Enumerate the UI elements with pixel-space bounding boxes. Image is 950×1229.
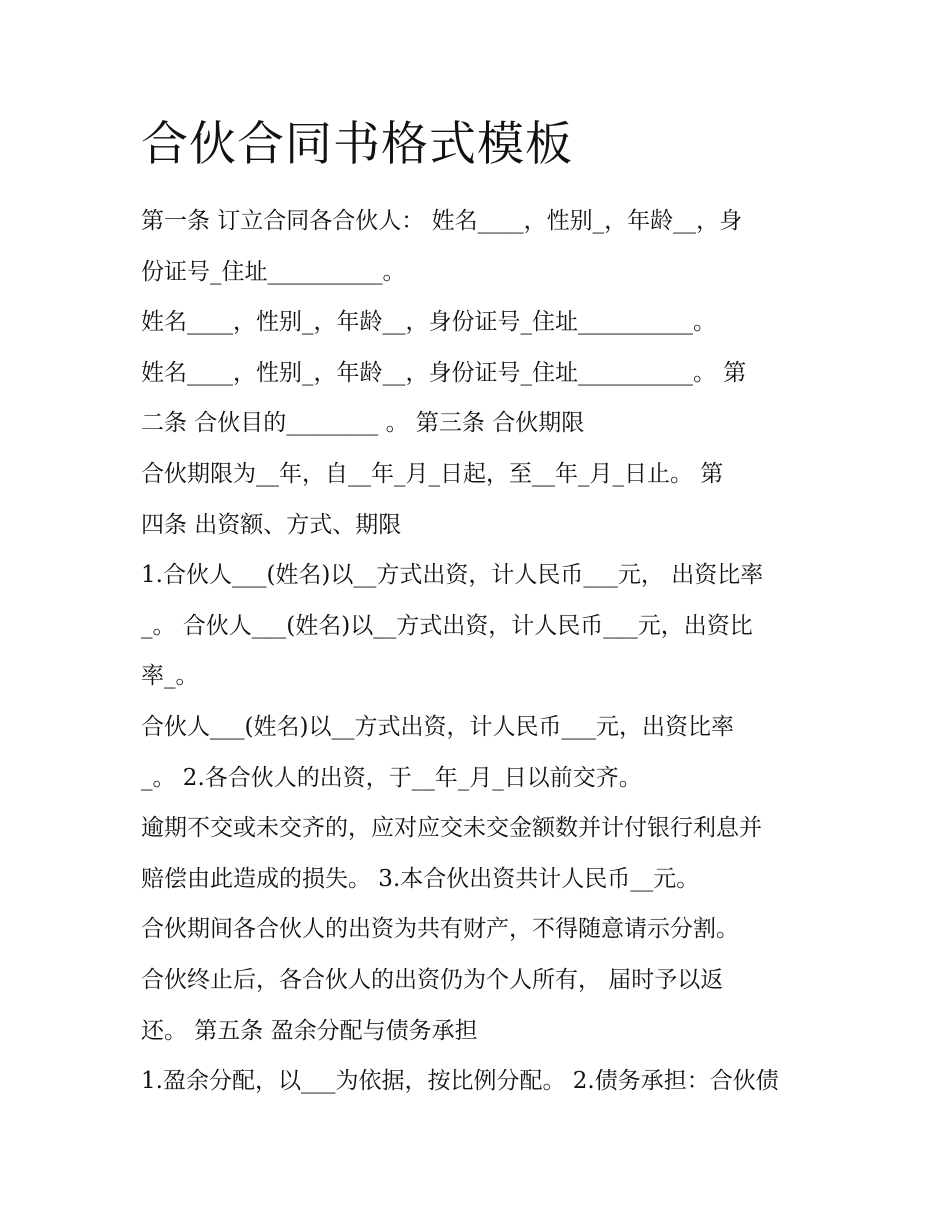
text-line: 1.盈余分配，以___为依据，按比例分配。 2.债务承担：合伙债 [141, 1068, 779, 1095]
text-line: 姓名____，性别_，年龄__，身份证号_住址__________。 [141, 309, 716, 336]
text-line: 四条 出资额、方式、期限 [141, 511, 402, 538]
text-line: 还。 第五条 盈余分配与债务承担 [141, 1017, 478, 1044]
document-title: 合伙合同书格式模板 [141, 117, 573, 172]
document-body [141, 196, 821, 1107]
text-line: 合伙期间各合伙人的出资为共有财产，不得随意请示分割。 [141, 916, 739, 943]
text-line: 合伙人___(姓名)以__方式出资，计人民币___元，出资比率 [141, 713, 734, 740]
text-line: 份证号_住址__________。 [141, 258, 406, 285]
text-line: 赔偿由此造成的损失。 3.本合伙出资共计人民币__元。 [141, 865, 700, 892]
text-line: 二条 合伙目的________ 。 第三条 合伙期限 [141, 410, 585, 437]
text-line: 率_。 [141, 663, 199, 690]
text-line: _。 合伙人___(姓名)以__方式出资，计人民币___元，出资比 [141, 612, 753, 639]
text-line: 逾期不交或未交齐的，应对应交未交金额数并计付银行利息并 [141, 815, 762, 842]
text-line: _。 2.各合伙人的出资，于__年_月_日以前交齐。 [141, 764, 642, 791]
text-line: 合伙终止后，各合伙人的出资仍为个人所有， 届时予以返 [141, 966, 724, 993]
text-line: 第一条 订立合同各合伙人： 姓名____，性别_，年龄__，身 [141, 208, 743, 234]
text-line: 合伙期限为__年，自__年_月_日起，至__年_月_日止。 第 [141, 460, 724, 487]
text-line: 1.合伙人___(姓名)以__方式出资，计人民币___元， 出资比率 [141, 562, 764, 589]
text-line: 姓名____，性别_，年龄__，身份证号_住址__________。 第 [141, 359, 747, 386]
